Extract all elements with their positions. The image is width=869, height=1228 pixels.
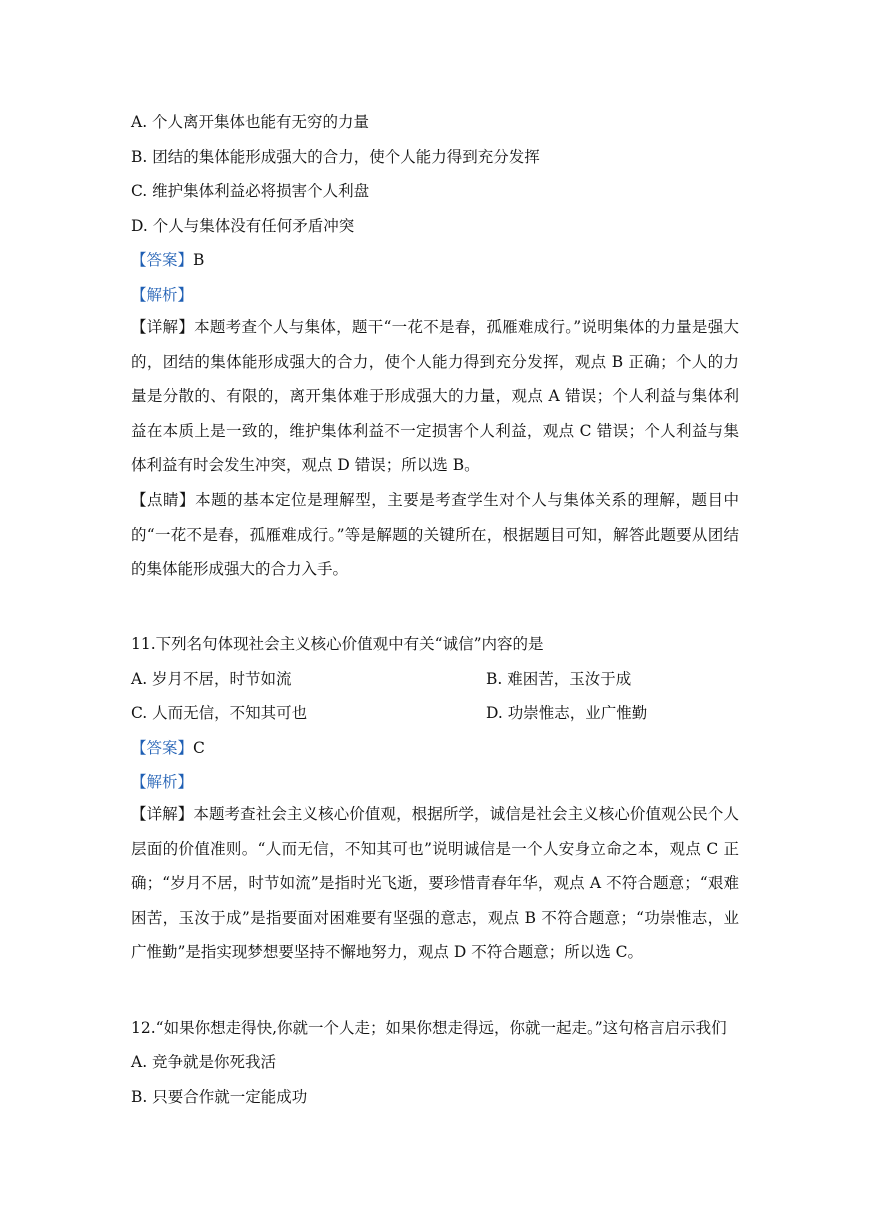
q10-option-d: D. 个人与集体没有任何矛盾冲突 <box>131 217 355 235</box>
q11-option-d: D. 功崇惟志，业广惟勤 <box>486 704 648 722</box>
q11-detail-paragraph <box>131 797 739 970</box>
q10-answer <box>131 250 204 270</box>
answer-tag: 【答案】 <box>131 739 194 757</box>
q10-analysis-heading <box>131 285 193 305</box>
q10-option-c: C. 维护集体利益必将损害个人利盘 <box>131 182 370 200</box>
comment-tag: 【点睛】 <box>131 491 196 509</box>
q11-analysis-heading <box>131 772 193 792</box>
detail-tag: 【详解】 <box>131 318 195 336</box>
q10-comment-paragraph <box>131 483 739 587</box>
analysis-tag: 【解析】 <box>131 286 194 304</box>
comment-text: 本题的基本定位是理解型，主要是考查学生对个人与集体关系的理解，题目中的“一花不是春，孤雁难成行。”等是解题的关键所在，根据题目可知，解答此题要从团结的集体能形成强大的合力入手。 <box>131 491 739 578</box>
answer-value: B <box>193 251 205 269</box>
detail-text: 本题考查社会主义核心价值观，根据所学，诚信是社会主义核心价值观公民个人层面的价值准则。“人而无信，不知其可也”说明诚信是一个人安身立命之本，观点 C 正确；“岁月不居，时节如流”是指时光飞逝，要珍惜青春年华，观点 A 不符合题意；“艰难困苦，玉汝于成”是指要面对困难要有坚强的意志，观点 B 不符合题意；“功崇惟志，业广惟勤”是指实现梦想要坚持不懈地努力，观点 D 不符合题意；所以选 C。 <box>131 805 739 961</box>
q11-option-c: C. 人而无信，不知其可也 <box>131 704 308 722</box>
answer-tag: 【答案】 <box>131 251 194 269</box>
q12-option-a: A. 竞争就是你死我活 <box>131 1053 277 1071</box>
q11-question: 11.下列名句体现社会主义核心价值观中有关“诚信”内容的是 <box>131 635 544 653</box>
q10-option-b: B. 团结的集体能形成强大的合力，使个人能力得到充分发挥 <box>131 148 540 166</box>
q11-option-b: B. 难困苦，玉汝于成 <box>486 670 632 688</box>
q12-question: 12.“如果你想走得快,你就一个人走；如果你想走得远，你就一起走。”这句格言启示我们 <box>131 1019 727 1037</box>
q11-answer <box>131 738 205 758</box>
answer-value: C <box>193 739 205 757</box>
q11-option-a: A. 岁月不居，时节如流 <box>131 670 292 688</box>
detail-text: 本题考查个人与集体，题干“一花不是春，孤雁难成行。”说明集体的力量是强大的，团结的集体能形成强大的合力，使个人能力得到充分发挥，观点 B 正确；个人的力量是分散的、有限的，离开集体难于形成强大的力量，观点 A 错误；个人利益与集体利益在本质上是一致的，维护集体利益不一定损害个人利益，观点 C 错误；个人利益与集体利益有时会发生冲突，观点 D 错误；所以选 B。 <box>131 318 739 474</box>
detail-tag: 【详解】 <box>131 805 194 823</box>
q10-option-a: A. 个人离开集体也能有无穷的力量 <box>131 113 370 131</box>
q10-detail-paragraph <box>131 310 739 483</box>
analysis-tag: 【解析】 <box>131 773 194 791</box>
q12-option-b: B. 只要合作就一定能成功 <box>131 1088 308 1106</box>
